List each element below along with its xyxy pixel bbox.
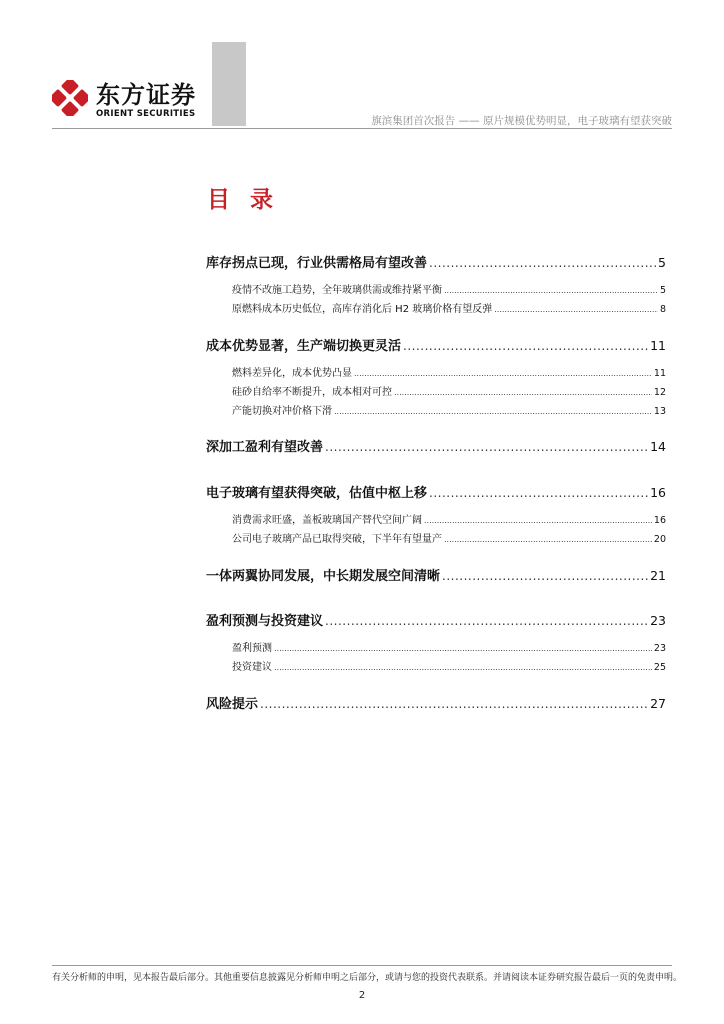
toc-entry-text: 投资建议 [232,662,272,673]
footer-divider [52,965,672,966]
toc-entry-page: 14 [650,439,666,454]
toc-entry-page: 20 [653,534,666,545]
toc-entry[interactable] [232,514,666,528]
toc-leader-dots [424,514,652,528]
toc-entry-page: 21 [650,568,666,583]
toc-entry[interactable] [232,642,666,656]
toc-entry[interactable] [206,438,666,456]
toc-entry-text: 一体两翼协同发展，中长期发展空间清晰 [206,569,441,584]
toc-entry[interactable] [232,284,666,298]
toc-entry[interactable] [206,484,666,502]
toc-entry-page: 27 [650,696,666,711]
toc-entry-text: 深加工盈利有望改善 [206,440,324,455]
toc-entry-text: 疫情不改施工趋势，全年玻璃供需或维持紧平衡 [232,285,442,296]
toc-entry-page: 5 [658,255,666,270]
toc-entry-page: 11 [653,368,666,379]
logo-mark-icon [52,80,88,116]
toc-entry[interactable] [206,612,666,630]
toc-leader-dots [429,254,656,272]
report-subtitle: 旗滨集团首次报告 —— 原片规模优势明显，电子玻璃有望获突破 [371,115,672,127]
toc-leader-dots [444,533,652,547]
toc-entry-page: 5 [659,285,666,296]
toc-entry[interactable] [232,661,666,675]
toc-entry-text: 成本优势显著，生产端切换更灵活 [206,339,402,354]
toc-entry-text: 原燃料成本历史低位，高库存消化后 H2 玻璃价格有望反弹 [232,304,493,315]
toc-entry-text: 消费需求旺盛，盖板玻璃国产替代空间广阔 [232,515,422,526]
orient-securities-logo [52,80,202,120]
toc-entry-text: 硅砂自给率不断提升，成本相对可控 [232,387,392,398]
toc-leader-dots [334,405,652,419]
toc-entry-page: 8 [659,304,666,315]
toc-entry[interactable] [232,386,666,400]
logo-text-cn: 东方证券 [96,81,196,109]
header-divider [52,128,672,129]
toc-leader-dots [494,303,658,317]
toc-entry-page: 23 [653,643,666,654]
toc-entry[interactable] [206,695,666,713]
toc-entry[interactable] [206,567,666,585]
toc-entry-text: 盈利预测与投资建议 [206,614,324,629]
header-gray-bar [212,42,246,126]
toc-leader-dots [274,661,652,675]
toc-entry[interactable] [206,254,666,272]
page-number: 2 [358,990,366,1001]
toc-entry-page: 12 [653,387,666,398]
toc-leader-dots [442,567,648,585]
toc-leader-dots [444,284,658,298]
toc-entry-text: 风险提示 [206,697,259,712]
toc-leader-dots [325,612,648,630]
footer-disclaimer: 有关分析师的申明，见本报告最后部分。其他重要信息披露见分析师申明之后部分，或请与您的投资代表联系。并请阅读本证券研究报告最后一页的免责申明。 [52,973,683,983]
toc-leader-dots [354,367,652,381]
toc-entry-page: 13 [653,406,666,417]
toc-leader-dots [274,642,652,656]
toc-leader-dots [260,695,648,713]
toc-entry-page: 23 [650,613,666,628]
toc-leader-dots [325,438,648,456]
toc-title: 目 录 [207,187,280,213]
toc-entry[interactable] [232,303,666,317]
toc-entry-page: 16 [650,485,666,500]
toc-entry-text: 盈利预测 [232,643,272,654]
toc-entry[interactable] [232,367,666,381]
logo-text-en: ORIENT SECURITIES [96,109,196,119]
toc-entry[interactable] [232,533,666,547]
toc-entry[interactable] [232,405,666,419]
toc-entry-text: 产能切换对冲价格下滑 [232,406,332,417]
toc-entry-text: 电子玻璃有望获得突破，估值中枢上移 [206,486,428,501]
toc-entry-text: 燃料差异化，成本优势凸显 [232,368,352,379]
toc-leader-dots [429,484,648,502]
toc-entry-text: 公司电子玻璃产品已取得突破，下半年有望量产 [232,534,442,545]
toc-leader-dots [403,337,648,355]
toc-leader-dots [394,386,652,400]
toc-entry-page: 25 [653,662,666,673]
toc-entry[interactable] [206,337,666,355]
toc-entry-page: 16 [653,515,666,526]
toc-entry-page: 11 [650,338,666,353]
toc-entry-text: 库存拐点已现，行业供需格局有望改善 [206,256,428,271]
